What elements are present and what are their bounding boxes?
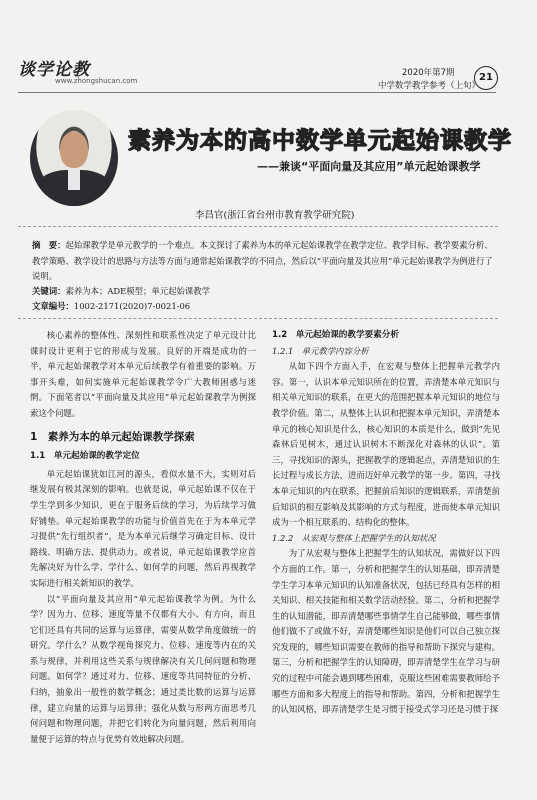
- article-subtitle: ——兼谈“平面向量及其应用”单元起始课教学: [257, 160, 481, 173]
- intro-paragraph: 核心素养的整体性、深刻性和联系性决定了单元设计比课时设计更利于它的形成与发展。良好的开端是成功的一半，单元起始课教学对本单元后续教学有着重要的影响。万事开头难，如何实施单元起始课教学令广大教师困惑与迷惘。下面笔者以“平面向量及其应用”单元起始课教学为例探索这个问题。: [30, 330, 256, 418]
- header-divider: [18, 92, 496, 93]
- left-column: [30, 328, 256, 747]
- section-heading-1-2: 1.2 单元起始课的教学要素分析: [272, 330, 399, 340]
- divider: [18, 318, 498, 319]
- journal-name: 中学数学教学参考（上旬）: [378, 81, 481, 91]
- keywords-text: 素养为本；ADE模型；单元起始课教学: [65, 286, 211, 296]
- right-column: [272, 328, 500, 718]
- website-url: www.zhongshucan.com: [55, 77, 138, 85]
- keywords-label: 关键词：: [32, 286, 66, 296]
- keywords: [32, 285, 210, 297]
- abstract: [32, 238, 498, 285]
- article-title: 素养为本的高中数学单元起始课教学: [128, 128, 512, 154]
- abstract-text: 起始课教学是单元教学的一个难点。本文探讨了素养为本的单元起始课教学在教学定位、教学目标、教学要素分析、教学策略、教学设计的思路与方法等方面与通常起始课教学的不同点，然后以“平面向量及其应用”单元起始课教学为例进行了说明。: [32, 240, 493, 281]
- issue-number: 2020年第7期: [402, 68, 455, 78]
- paragraph: 以“平面向量及其应用”单元起始课教学为例。为什么学？因为力、位移、速度等量不仅都有大小、有方向，而且它们还具有共同的运算与运算律，需要从数学角度做统一的研究。学什么？从数学视角探究力、位移、速度等内在的关系与规律，并利用这些关系与规律解决有关几何问题和物理问题。如何学？通过对力、位移、速度等共同特征的分析、归纳，抽象出一般性的数学概念；通过类比数的运算与运算律，建立向量的运算与运算律；强化从数与形两方面思考几何问题和物理问题，并把它们转化为向量问题，然后利用向量便于运算的特点与优势有效地解决问题。: [30, 593, 256, 744]
- divider: [18, 226, 498, 227]
- section-heading-1-1: 1.1 单元起始课的教学定位: [30, 451, 140, 462]
- article-number: [32, 300, 190, 312]
- abstract-label: 摘 要：: [32, 240, 66, 250]
- column-logo: 谈学论教: [18, 60, 90, 80]
- paragraph: 为了从宏观与整体上把握学生的认知状况，需做好以下四个方面的工作。第一，分析和把握学生的认知基础，即弄清楚学生学习本单元知识的认知准备状况，包括已经具有怎样的相关知识、相关技能和相关数学活动经验。第二，分析和把握学生的认知潜能，即弄清楚哪些事情学生自己能够做，哪些事情他们做不了或做不好，弄清楚哪些知识是他们可以自己独立探究发现的，哪些知识需要在教师的指导和帮助下探究与建构。第三，分析和把握学生的认知障碍，即弄清楚学生在学习与研究的过程中可能会遇到哪些困难，克服这些困难需要教师给予哪些方面和多大程度上的指导和帮助。第四，分析和把握学生的认知风格，即弄清楚学生是习惯于接受式学习还是习惯于探: [272, 548, 500, 715]
- page-number: 21: [474, 66, 498, 90]
- section-heading-1: 1 素养为本的单元起始课教学探索: [30, 430, 195, 443]
- article-number-text: 1002-2171(2020)7-0021-06: [73, 301, 191, 311]
- paragraph: 从如下四个方面入手，在宏观与整体上把握单元教学内容。第一，认识本单元知识所在的位置，弄清楚本单元知识与相关单元知识的联系，在更大的范围把握本单元知识的地位与教学价值。第二，从整体上认识和把握本单元知识，弄清楚本单元的核心知识是什么，核心知识的本质是什么，做到“先见森林后见树木，通过认识树木不断深化对森林的认识”。第三，寻找知识的源头，把握教学的逻辑起点，弄清楚知识的生长过程与成长方法，进而迈好单元教学的第一步。第四，寻找本单元知识的内在联系，把握前后知识的逻辑联系，弄清楚前后知识的相互影响及其影响的方式与程度，进而使本单元知识成为一个相互联系的、结构化的整体。: [272, 361, 500, 528]
- section-heading-1-2-1: 1.2.1 单元教学内容分析: [272, 345, 369, 356]
- section-heading-1-2-2: 1.2.2 从宏观与整体上把握学生的认知状况: [272, 532, 436, 543]
- paragraph: 单元起始课犹如江河的源头，看似水量不大，实则对后继发展有极其深刻的影响。也就是说，单元起始课不仅在于学生学到多少知识，更在于服务后续的学习，为后续学习做好铺垫。单元起始课教学的功能与价值首先在于为本单元学习提供“先行组织者”，是为本单元后继学习确定目标、设计路线、明确方法、提供动力。或者说，单元起始课教学应首先解决好为什么学、学什么、如何学的问题，然后再视教学实际进行相关新知识的教学。: [30, 468, 256, 588]
- article-number-label: 文章编号：: [32, 301, 74, 311]
- author-photo: [30, 110, 118, 206]
- author-affiliation: 李昌官(浙江省台州市教育教学研究院): [195, 210, 355, 221]
